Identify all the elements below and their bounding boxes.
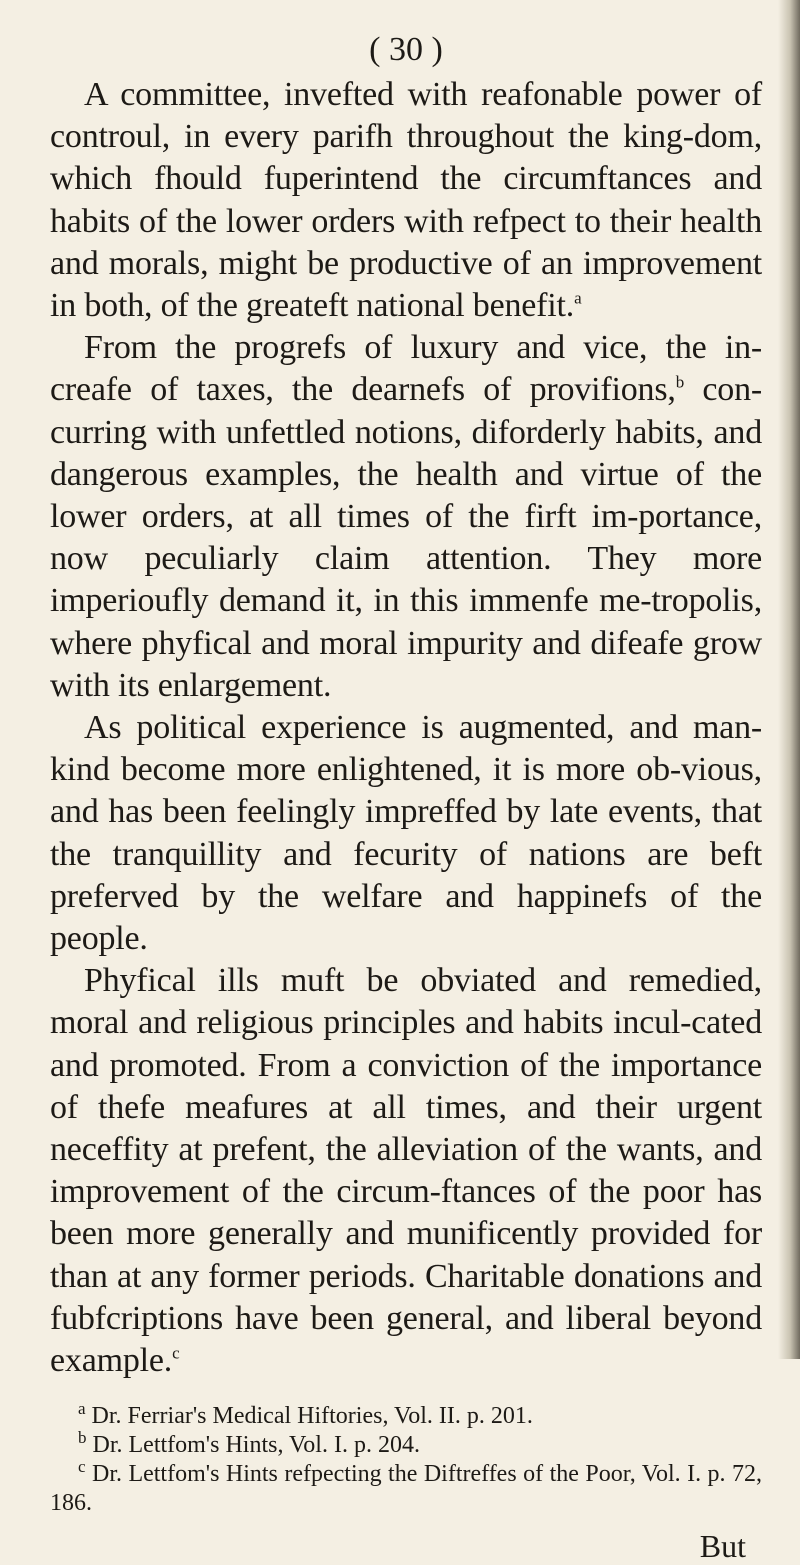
paragraph-2-text: From the progrefs of luxury and vice, the in-creafe of taxes, the dearnefs of provifions, (50, 329, 762, 409)
paragraph-1 (50, 74, 762, 327)
footnote-a-text: Dr. Ferriar's Medical Hiftories, Vol. II. p. 201. (91, 1403, 533, 1430)
footnote-c-text: Dr. Lettfom's Hints refpecting the Diftreffes of the Poor, Vol. I. p. 72, 186. (50, 1461, 762, 1517)
paragraph-2-text-cont: con-curring with unfettled notions, diforderly habits, and dangerous examples, the health and virtue of the lower orders, at all times of the firft im-portance, now peculiarly claim attention. They more imperioufly demand it, in this immenfe me-tropolis, where phyfical and moral impurity and difeafe grow with its enlargement. (50, 371, 762, 704)
paragraph-2 (50, 327, 762, 707)
paragraph-1-text: A committee, invefted with reafonable power of controul, in every parifh throughout the king-dom, which fhould fuperintend the circumftances and habits of the lower orders with refpect to their health and morals, might be productive of an improvement in both, of the greateft national benefit. (50, 76, 762, 325)
footnote-b-text: Dr. Lettfom's Hints, Vol. I. p. 204. (92, 1432, 420, 1459)
paragraph-4 (50, 960, 762, 1382)
footnote-mark-a: a (78, 1399, 86, 1419)
page-edge-shadow (778, 0, 800, 1359)
paragraph-3-text: As political experience is augmented, and man-kind become more enlightened, it is more ob-vious, and has been feelingly impreffed by late events, that the tranquillity and fecurity of nations are beft preferved by the welfare and happinefs of the people. (50, 709, 762, 958)
footnote-mark-b: b (78, 1428, 87, 1448)
catchword: But (699, 1528, 746, 1565)
footnote-ref-b: b (675, 373, 684, 393)
footnote-c (50, 1457, 762, 1518)
footnotes (50, 1399, 762, 1518)
book-page (50, 30, 762, 1565)
footnote-ref-c: c (172, 1343, 180, 1363)
footnote-ref-a: a (574, 288, 582, 308)
paragraph-4-text: Phyfical ills muft be obviated and remedied, moral and religious principles and habits incul-cated and promoted. From a conviction of the importance of thefe meafures at all times, and their urgent neceffity at prefent, the alleviation of the wants, and improvement of the circum-ftances of the poor has been more generally and munificently provided for than at any former periods. Charitable donations and fubfcriptions have been general, and liberal beyond example. (50, 962, 762, 1380)
footnote-b (50, 1428, 762, 1460)
footnote-mark-c: c (78, 1457, 86, 1477)
page-number: ( 30 ) (369, 31, 443, 68)
footnote-a (50, 1399, 762, 1431)
paragraph-3 (50, 707, 762, 960)
